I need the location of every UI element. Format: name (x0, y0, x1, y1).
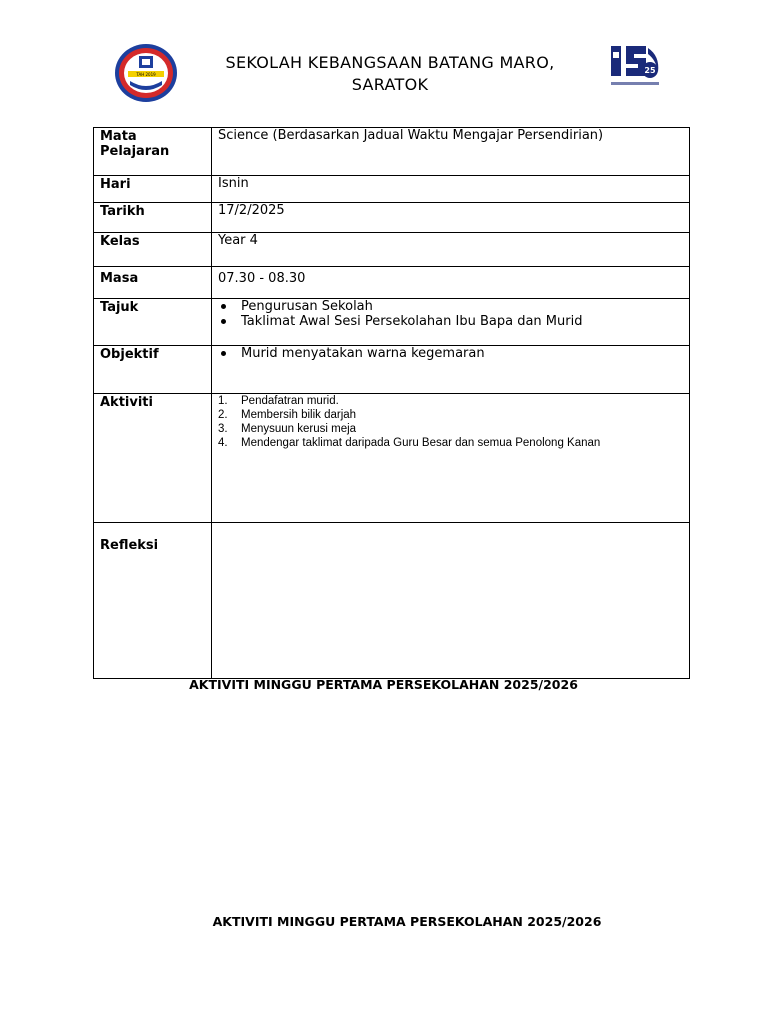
value-kelas: Year 4 (212, 233, 690, 267)
svg-text:25: 25 (644, 66, 656, 75)
aktiviti-list (218, 394, 683, 450)
svg-text:TAH 2019: TAH 2019 (136, 72, 156, 77)
table-row (94, 523, 690, 679)
list-text: Pendafatran murid. (241, 395, 339, 407)
value-masa: 07.30 - 08.30 (212, 267, 690, 299)
value-hari: Isnin (212, 176, 690, 203)
value-objektif (212, 346, 690, 394)
table-row (94, 394, 690, 523)
value-mata-pelajaran: Science (Berdasarkan Jadual Waktu Mengajar Persendirian) (212, 128, 690, 176)
value-refleksi (212, 523, 690, 679)
footer-caption: AKTIVITI MINGGU PERTAMA PERSEKOLAHAN 2025/2026 (189, 677, 578, 692)
label-objektif: Objektif (94, 346, 212, 394)
list-number: 2. (218, 409, 228, 421)
list-item: Pengurusan Sekolah (218, 299, 683, 314)
label-line: Mata (100, 129, 137, 144)
list-text: Mendengar taklimat daripada Guru Besar dan semua Penolong Kanan (241, 437, 601, 449)
label-tarikh: Tarikh (94, 203, 212, 233)
table-row (94, 267, 690, 299)
table-row (94, 346, 690, 394)
label-mata-pelajaran (94, 128, 212, 176)
value-aktiviti (212, 394, 690, 523)
label-kelas: Kelas (94, 233, 212, 267)
list-item: Murid menyatakan warna kegemaran (218, 346, 683, 361)
list-text: Menysuun kerusi meja (241, 423, 357, 435)
label-aktiviti: Aktiviti (94, 394, 212, 523)
table-row (94, 176, 690, 203)
list-item: Taklimat Awal Sesi Persekolahan Ibu Bapa dan Murid (218, 314, 683, 329)
department-logo (608, 42, 662, 92)
objektif-list (218, 346, 683, 361)
school-name (185, 52, 595, 96)
list-item (218, 394, 683, 408)
list-item (218, 436, 683, 450)
school-name-line1: SEKOLAH KEBANGSAAN BATANG MARO, (225, 53, 555, 72)
school-logo (114, 43, 178, 103)
label-masa: Masa (94, 267, 212, 299)
table-row (94, 299, 690, 346)
footer-caption-bottom: AKTIVITI MINGGU PERTAMA PERSEKOLAHAN 2025/2026 (212, 914, 602, 929)
label-hari: Hari (94, 176, 212, 203)
value-tarikh: 17/2/2025 (212, 203, 690, 233)
list-number: 4. (218, 437, 228, 449)
table-row (94, 128, 690, 176)
label-line: Pelajaran (100, 144, 170, 159)
list-item (218, 422, 683, 436)
label-tajuk: Tajuk (94, 299, 212, 346)
table-row (94, 233, 690, 267)
value-tajuk (212, 299, 690, 346)
label-refleksi: Refleksi (94, 523, 212, 679)
school-name-line2: SARATOK (351, 75, 429, 94)
list-number: 1. (218, 395, 228, 407)
list-item (218, 408, 683, 422)
lesson-plan-table (93, 127, 690, 679)
list-number: 3. (218, 423, 228, 435)
tajuk-list (218, 299, 683, 329)
table-row (94, 203, 690, 233)
list-text: Membersih bilik darjah (241, 409, 357, 421)
